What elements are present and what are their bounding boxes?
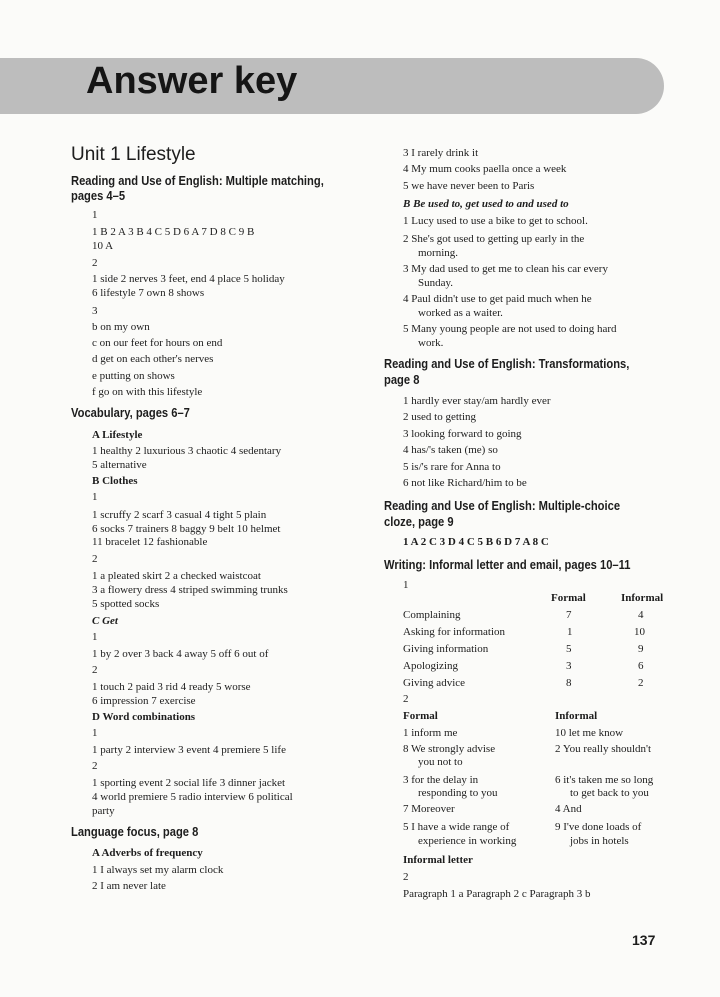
question-number: 3 bbox=[92, 305, 98, 317]
subsection-heading: C Get bbox=[92, 615, 118, 627]
answer-line: 3 My dad used to get me to clean his car every bbox=[403, 263, 608, 275]
answer-line: 6 it's taken me so long bbox=[555, 774, 654, 786]
answer-line: responding to you bbox=[418, 787, 498, 799]
answer-line: 3 I rarely drink it bbox=[403, 147, 479, 159]
table-row-label: Complaining bbox=[403, 609, 461, 621]
answer-line: 2 You really shouldn't bbox=[555, 743, 652, 755]
answer-line: to get back to you bbox=[570, 787, 649, 799]
answer-line: 4 My mum cooks paella once a week bbox=[403, 163, 567, 175]
answer-line: 11 bracelet 12 fashionable bbox=[92, 536, 208, 548]
answer-line: 1 inform me bbox=[403, 727, 458, 739]
table-cell: 3 bbox=[566, 660, 572, 672]
table-row-label: Asking for information bbox=[403, 626, 506, 638]
answer-line: 4 has/'s taken (me) so bbox=[403, 444, 498, 456]
page-title: Answer key bbox=[86, 60, 298, 102]
table-cell: 10 bbox=[634, 626, 645, 638]
answer-line: Sunday. bbox=[418, 277, 454, 289]
answer-line: f go on with this lifestyle bbox=[92, 386, 203, 398]
answer-line: 4 And bbox=[555, 803, 582, 815]
question-number: 2 bbox=[92, 553, 98, 565]
answer-line: worked as a waiter. bbox=[418, 307, 503, 319]
page-number: 137 bbox=[632, 932, 656, 948]
answer-line: 4 Paul didn't use to get paid much when he bbox=[403, 293, 592, 305]
table-cell: 2 bbox=[638, 677, 644, 689]
answer-line: 10 let me know bbox=[555, 727, 624, 739]
table-row-label: Apologizing bbox=[403, 660, 458, 672]
answer-line: 4 world premiere 5 radio interview 6 political bbox=[92, 791, 293, 803]
answer-line: 2 I am never late bbox=[92, 880, 166, 892]
answer-line: party bbox=[92, 805, 115, 817]
answer-line: 6 impression 7 exercise bbox=[92, 695, 196, 707]
answer-line: work. bbox=[418, 337, 444, 349]
section-heading: Vocabulary, pages 6–7 bbox=[71, 405, 190, 420]
answer-line: 5 is/'s rare for Anna to bbox=[403, 461, 501, 473]
table-cell: 6 bbox=[638, 660, 644, 672]
section-heading: Writing: Informal letter and email, pages 10–11 bbox=[384, 557, 631, 572]
subsection-heading: B Be used to, get used to and used to bbox=[403, 198, 569, 210]
answer-line: 1 touch 2 paid 3 rid 4 ready 5 worse bbox=[92, 681, 251, 693]
unit-title: Unit 1 Lifestyle bbox=[71, 144, 196, 165]
answer-line: 1 scruffy 2 scarf 3 casual 4 tight 5 plain bbox=[92, 509, 267, 521]
section-heading: Reading and Use of English: Multiple matching, bbox=[71, 173, 324, 188]
subsection-heading: Informal letter bbox=[403, 854, 473, 866]
table-cell: 5 bbox=[566, 643, 572, 655]
answer-line: 3 for the delay in bbox=[403, 774, 479, 786]
table-cell: 4 bbox=[638, 609, 644, 621]
question-number: 2 bbox=[92, 760, 98, 772]
answer-line: 1 side 2 nerves 3 feet, end 4 place 5 holiday bbox=[92, 273, 285, 285]
question-number: 2 bbox=[92, 664, 98, 676]
answer-line: 3 looking forward to going bbox=[403, 428, 522, 440]
answer-line: you not to bbox=[418, 756, 463, 768]
answer-line: d get on each other's nerves bbox=[92, 353, 214, 365]
answer-line: morning. bbox=[418, 247, 459, 259]
question-number: 2 bbox=[403, 693, 409, 705]
question-number: 1 bbox=[92, 491, 98, 503]
answer-line: 3 a flowery dress 4 striped swimming trunks bbox=[92, 584, 288, 596]
table-cell: 1 bbox=[567, 626, 573, 638]
subsection-heading: D Word combinations bbox=[92, 711, 196, 723]
answer-line: 1 B 2 A 3 B 4 C 5 D 6 A 7 D 8 C 9 B bbox=[92, 226, 255, 238]
subsection-heading: A Adverbs of frequency bbox=[92, 847, 203, 859]
section-heading: Language focus, page 8 bbox=[71, 824, 199, 839]
answer-line: 8 We strongly advise bbox=[403, 743, 496, 755]
answer-line: 7 Moreover bbox=[403, 803, 455, 815]
answer-line: 5 spotted socks bbox=[92, 598, 160, 610]
answer-line: 2 She's got used to getting up early in the bbox=[403, 233, 585, 245]
table-cell: 9 bbox=[638, 643, 644, 655]
answer-line: 1 by 2 over 3 back 4 away 5 off 6 out of bbox=[92, 648, 269, 660]
answer-line: 1 party 2 interview 3 event 4 premiere 5 life bbox=[92, 744, 286, 756]
answer-line: 5 I have a wide range of bbox=[403, 821, 510, 833]
subsection-heading: Informal bbox=[555, 710, 598, 722]
answer-line: 5 we have never been to Paris bbox=[403, 180, 535, 192]
question-number: 1 bbox=[92, 631, 98, 643]
answer-line: 1 I always set my alarm clock bbox=[92, 864, 224, 876]
answer-line: c on our feet for hours on end bbox=[92, 337, 223, 349]
question-number: 2 bbox=[92, 257, 98, 269]
question-number: 1 bbox=[92, 727, 98, 739]
table-row-label: Giving information bbox=[403, 643, 489, 655]
table-row-label: Giving advice bbox=[403, 677, 466, 689]
answer-line: e putting on shows bbox=[92, 370, 175, 382]
table-cell: 7 bbox=[566, 609, 572, 621]
answer-line: 6 socks 7 trainers 8 baggy 9 belt 10 helmet bbox=[92, 523, 281, 535]
answer-line: 1 Lucy used to use a bike to get to school. bbox=[403, 215, 588, 227]
question-number: 1 bbox=[403, 579, 409, 591]
answer-line: jobs in hotels bbox=[570, 835, 629, 847]
subsection-heading: Formal bbox=[403, 710, 438, 722]
section-heading: pages 4–5 bbox=[71, 188, 126, 203]
answer-line: experience in working bbox=[418, 835, 517, 847]
answer-line: 1 a pleated skirt 2 a checked waistcoat bbox=[92, 570, 261, 582]
question-number: 1 bbox=[92, 209, 98, 221]
answer-line: 1 sporting event 2 social life 3 dinner jacket bbox=[92, 777, 286, 789]
answer-line: 2 used to getting bbox=[403, 411, 477, 423]
answer-line: 6 lifestyle 7 own 8 shows bbox=[92, 287, 205, 299]
section-heading: Reading and Use of English: Multiple-choice bbox=[384, 498, 621, 513]
answer-line: 10 A bbox=[92, 240, 114, 252]
answer-line: 1 hardly ever stay/am hardly ever bbox=[403, 395, 551, 407]
answer-line: 5 Many young people are not used to doing hard bbox=[403, 323, 617, 335]
section-heading: cloze, page 9 bbox=[384, 514, 454, 529]
answer-line: 1 A 2 C 3 D 4 C 5 B 6 D 7 A 8 C bbox=[403, 536, 549, 548]
section-heading: page 8 bbox=[384, 372, 420, 387]
column-header: Formal bbox=[551, 592, 586, 604]
column-header: Informal bbox=[621, 592, 664, 604]
subsection-heading: A Lifestyle bbox=[92, 429, 143, 441]
subsection-heading: B Clothes bbox=[92, 475, 138, 487]
question-number: 2 bbox=[403, 871, 409, 883]
answer-line: b on my own bbox=[92, 321, 150, 333]
table-cell: 8 bbox=[566, 677, 572, 689]
answer-line: 5 alternative bbox=[92, 459, 147, 471]
section-heading: Reading and Use of English: Transformations, bbox=[384, 356, 630, 371]
answer-line: Paragraph 1 a Paragraph 2 c Paragraph 3 b bbox=[403, 888, 591, 900]
answer-line: 1 healthy 2 luxurious 3 chaotic 4 sedentary bbox=[92, 445, 282, 457]
answer-line: 6 not like Richard/him to be bbox=[403, 477, 527, 489]
answer-line: 9 I've done loads of bbox=[555, 821, 642, 833]
